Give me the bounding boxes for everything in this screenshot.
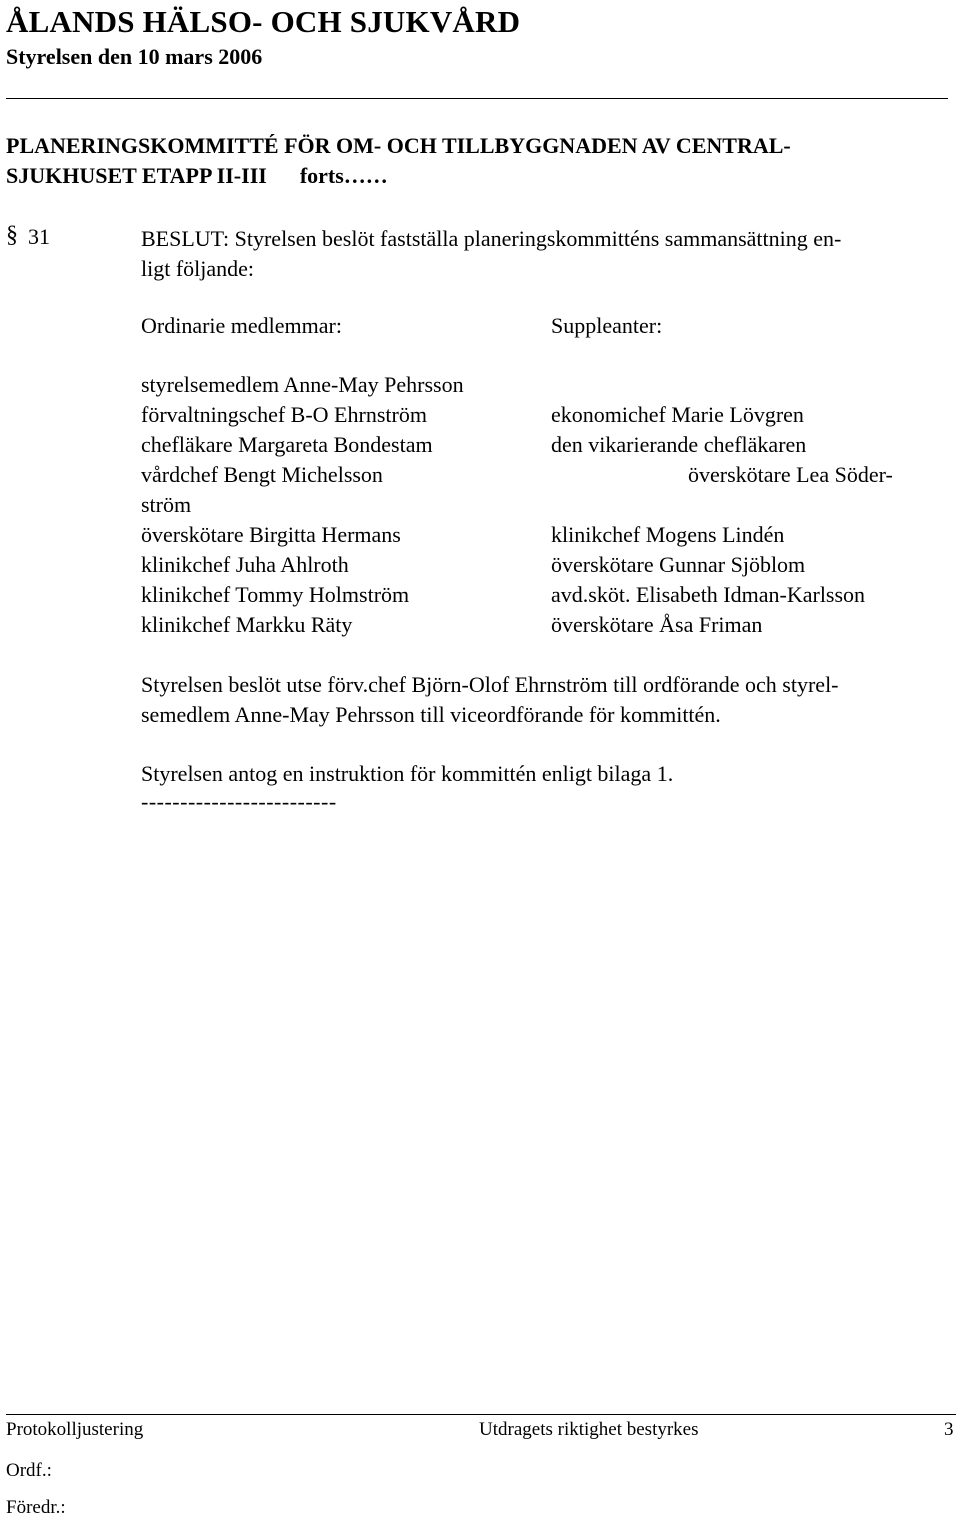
appointment-line1: Styrelsen beslöt utse förv.chef Björn-Olof Ehrnström till ordförande och styrel-: [141, 672, 839, 697]
appointment-line2: semedlem Anne-May Pehrsson till viceordförande för kommittén.: [141, 702, 721, 727]
deputies-list: [551, 400, 893, 640]
list-item: överskötare Gunnar Sjöblom: [551, 552, 806, 577]
list-item: klinikchef Tommy Holmström: [141, 582, 410, 607]
list-item: styrelsemedlem Anne-May Pehrsson: [141, 372, 464, 397]
instruction-paragraph: Styrelsen antog en instruktion för kommittén enligt bilaga 1.: [141, 761, 674, 786]
deputies-heading: Suppleanter:: [551, 313, 663, 338]
list-item: klinikchef Markku Räty: [141, 612, 353, 637]
ordinary-members-list: [141, 370, 464, 640]
list-item: ström: [141, 492, 192, 517]
end-separator: -------------------------: [141, 789, 337, 814]
organization-title: ÅLANDS HÄLSO- OCH SJUKVÅRD: [6, 4, 521, 39]
list-item: avd.sköt. Elisabeth Idman-Karlsson: [551, 582, 866, 607]
list-item: klinikchef Mogens Lindén: [551, 522, 785, 547]
list-item: chefläkare Margareta Bondestam: [141, 432, 433, 457]
list-item: den vikarierande chefläkaren: [551, 432, 807, 457]
section-heading-line2: SJUKHUSET ETAPP II-III forts……: [6, 163, 388, 188]
decision-line2: ligt följande:: [141, 256, 255, 281]
footer-chair-label: Ordf.:: [6, 1460, 52, 1481]
section-heading-line1: PLANERINGSKOMMITTÉ FÖR OM- OCH TILLBYGGNADEN AV CENTRAL-: [6, 133, 791, 158]
footer-presenter-label: Föredr.:: [6, 1497, 66, 1518]
list-item: ekonomichef Marie Lövgren: [551, 402, 804, 427]
meeting-date: Styrelsen den 10 mars 2006: [6, 44, 263, 69]
ordinary-members-heading: Ordinarie medlemmar:: [141, 313, 342, 338]
decision-paragraph: [141, 224, 841, 284]
footer-protocol-check: Protokolljustering: [6, 1419, 144, 1440]
section-heading: [6, 131, 791, 191]
list-item: överskötare Lea Söder-: [688, 462, 893, 487]
list-item-blank: [551, 490, 893, 520]
list-item: överskötare Åsa Friman: [551, 612, 763, 637]
footer-divider: [6, 1414, 956, 1415]
list-item: överskötare Birgitta Hermans: [141, 522, 401, 547]
decision-line1: BESLUT: Styrelsen beslöt fastställa planeringskommitténs sammansättning en-: [141, 226, 842, 251]
list-item: vårdchef Bengt Michelsson: [141, 462, 383, 487]
list-item: förvaltningschef B-O Ehrnström: [141, 402, 427, 427]
section-sign: §: [6, 222, 18, 248]
page-number: 3: [944, 1419, 954, 1440]
list-item: klinikchef Juha Ahlroth: [141, 552, 349, 577]
header-divider: [6, 98, 948, 99]
paragraph-number: 31: [28, 224, 50, 249]
footer-certification: Utdragets riktighet bestyrkes: [479, 1419, 699, 1440]
appointment-paragraph: [141, 670, 839, 730]
